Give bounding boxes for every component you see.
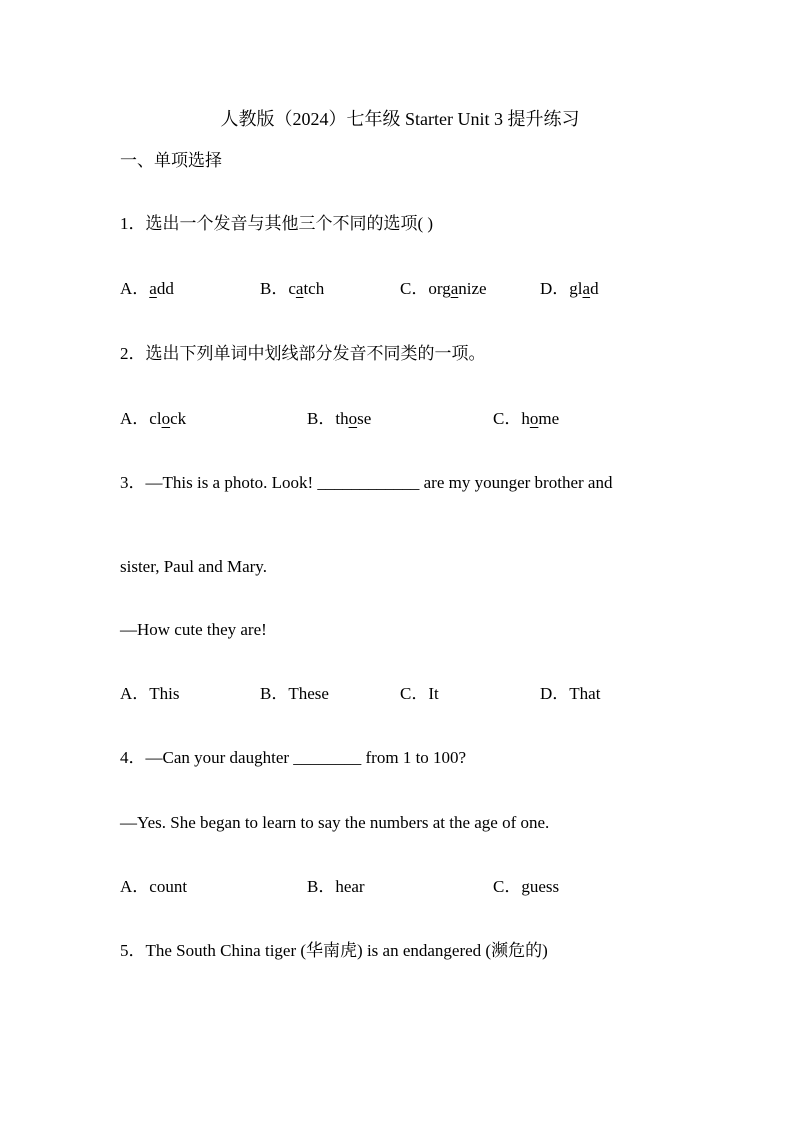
q1-option-a[interactable]: A．add xyxy=(120,279,174,298)
q1-option-c[interactable]: C．organize xyxy=(400,279,487,298)
question-3-stem: 3．—This is a photo. Look! ____________ are my younger brother and xyxy=(120,473,613,492)
q2-option-b[interactable]: B．those xyxy=(307,409,372,428)
q3-option-d[interactable]: D．That xyxy=(540,684,601,703)
question-3-stem-continued: sister, Paul and Mary. xyxy=(120,557,267,576)
q4-option-b[interactable]: B．hear xyxy=(307,877,365,896)
question-2-stem: 2．选出下列单词中划线部分发音不同类的一项。 xyxy=(120,344,486,363)
q1-option-b[interactable]: B．catch xyxy=(260,279,325,298)
q3-option-c[interactable]: C．It xyxy=(400,684,439,703)
question-4-reply: —Yes. She began to learn to say the numbers at the age of one. xyxy=(120,813,550,832)
q2-option-a[interactable]: A．clock xyxy=(120,409,187,428)
q3-option-a[interactable]: A．This xyxy=(120,684,180,703)
q3-option-b[interactable]: B．These xyxy=(260,684,329,703)
question-3-reply: —How cute they are! xyxy=(120,620,267,639)
q2-option-c[interactable]: C．home xyxy=(493,409,560,428)
question-1-stem: 1．选出一个发音与其他三个不同的选项( ) xyxy=(120,214,434,233)
document-title: 人教版（2024）七年级 Starter Unit 3 提升练习 xyxy=(220,109,580,129)
section-heading: 一、单项选择 xyxy=(120,151,222,170)
question-5-stem: 5．The South China tiger (华南虎) is an endangered (濒危的) xyxy=(120,941,548,960)
q4-option-a[interactable]: A．count xyxy=(120,877,188,896)
q4-option-c[interactable]: C．guess xyxy=(493,877,560,896)
q1-option-d[interactable]: D．glad xyxy=(540,279,599,298)
question-4-stem: 4．—Can your daughter ________ from 1 to 100? xyxy=(120,748,467,767)
